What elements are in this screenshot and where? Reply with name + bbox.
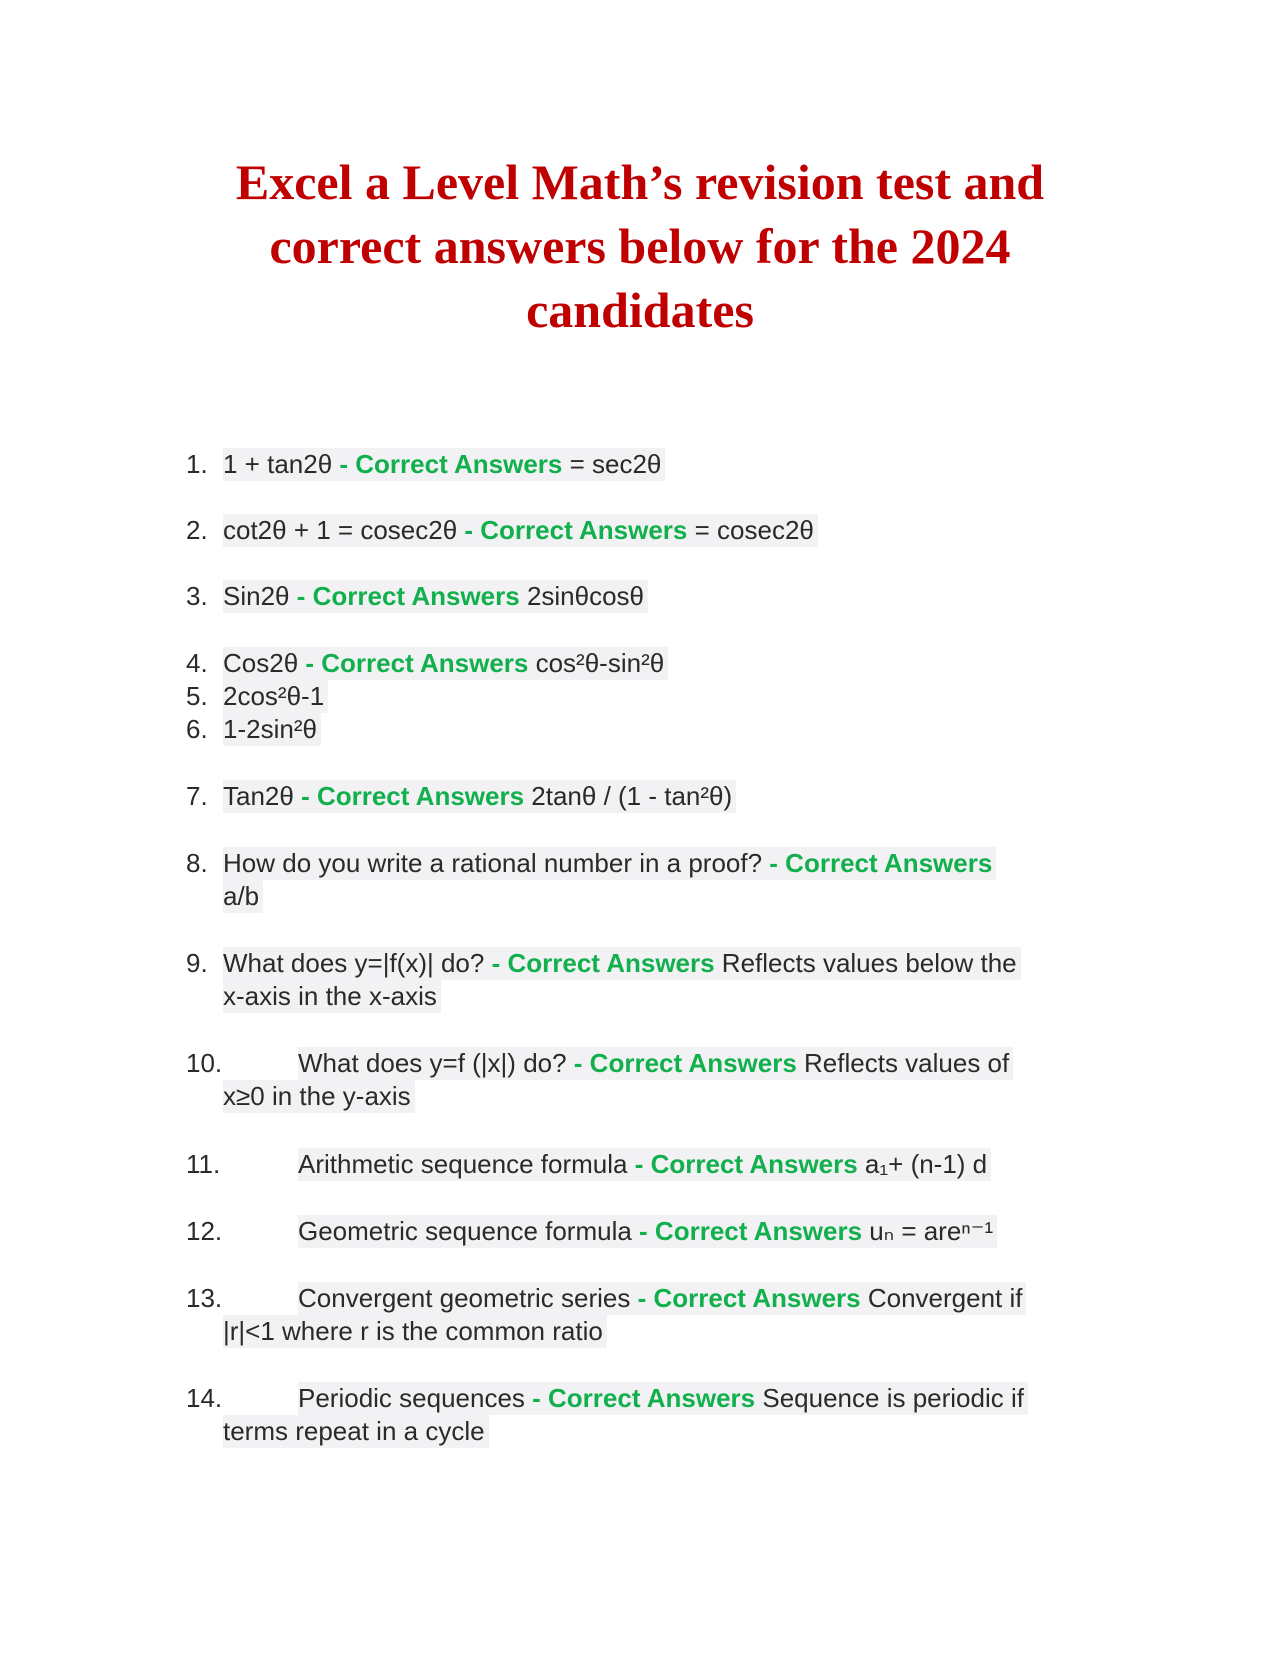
item-line-1 [223,847,996,880]
correct-answers-label: - Correct Answers [293,781,525,811]
item-number: 7. [186,781,208,811]
item-number: 12. [186,1216,223,1246]
answer-text-continued: |r|<1 where r is the common ratio [223,1316,603,1346]
item-line-1 [298,1047,1013,1080]
answer-text: Convergent if [860,1283,1023,1313]
correct-answers-label: - Correct Answers [627,1149,858,1179]
question-text: Geometric sequence formula [298,1216,632,1246]
item-line-1 [223,713,321,746]
question-text: Sin2θ [223,581,290,611]
answer-text: 2sinθcosθ [519,581,645,611]
correct-answers-label: - Correct Answers [631,1216,863,1246]
item-line-1 [223,680,328,713]
title-line-3: candidates [526,282,754,338]
item-number: 13. [186,1283,223,1313]
item-number: 5. [186,681,208,711]
item-number: 3. [186,581,208,611]
item-line-1 [223,514,818,547]
item-line-1 [298,1382,1028,1415]
item-line-1 [223,947,1021,980]
answer-text: cos²θ-sin²θ [528,648,665,678]
item-text: 2cos²θ-1 [223,681,325,711]
document-title [160,150,1120,342]
question-text: Tan2θ [223,781,294,811]
item-line-1 [223,647,668,680]
correct-answers-label: - Correct Answers [566,1048,797,1078]
item-number: 8. [186,848,208,878]
item-number: 14. [186,1383,223,1413]
answer-text: Sequence is periodic if [755,1383,1024,1413]
item-number: 2. [186,515,208,545]
answer-text: Reflects values below the [714,948,1017,978]
item-number: 4. [186,648,208,678]
answer-text: a/b [223,881,260,911]
item-line-1 [298,1215,997,1248]
item-number: 1. [186,449,208,479]
item-number: 6. [186,714,208,744]
item-line-2 [223,1080,415,1113]
item-line-1 [223,780,736,813]
item-line-1 [298,1282,1026,1315]
correct-answers-label: - Correct Answers [457,515,688,545]
correct-answers-label: - Correct Answers [332,449,563,479]
correct-answers-label: - Correct Answers [524,1383,756,1413]
item-line-2 [223,880,263,913]
correct-answers-label: - Correct Answers [762,848,993,878]
answer-text-continued: terms repeat in a cycle [223,1416,485,1446]
question-text: Periodic sequences [298,1383,525,1413]
question-text: Cos2θ [223,648,299,678]
title-line-1: Excel a Level Math’s revision test and [235,154,1045,210]
item-line-1 [223,580,648,613]
item-line-2 [223,980,441,1013]
question-text: Convergent geometric series [298,1283,631,1313]
item-line-1 [298,1148,991,1181]
correct-answers-label: - Correct Answers [484,948,715,978]
question-text: What does y=f (|x|) do? [298,1048,567,1078]
correct-answers-label: - Correct Answers [630,1283,861,1313]
question-text: How do you write a rational number in a proof? [223,848,763,878]
item-number: 10. [186,1048,223,1078]
item-text: 1-2sin²θ [223,714,317,744]
item-line-2 [223,1315,607,1348]
item-line-2 [223,1415,489,1448]
title-line-2: correct answers below for the 2024 [269,218,1011,274]
answer-text: = cosec2θ [687,515,814,545]
answer-text: 2tanθ / (1 - tan²θ) [524,781,733,811]
item-number: 11. [186,1149,221,1179]
question-text: What does y=|f(x)| do? [223,948,485,978]
answer-text-continued: x-axis in the x-axis [223,981,437,1011]
answer-text: Reflects values of [796,1048,1010,1078]
item-number: 9. [186,948,208,978]
correct-answers-label: - Correct Answers [298,648,529,678]
answer-text-continued: x≥0 in the y-axis [223,1081,411,1111]
correct-answers-label: - Correct Answers [289,581,520,611]
answer-text: a₁+ (n-1) d [857,1149,988,1179]
answer-text: = sec2θ [562,449,662,479]
question-text: 1 + tan2θ [223,449,333,479]
question-text: Arithmetic sequence formula [298,1149,628,1179]
question-text: cot2θ + 1 = cosec2θ [223,515,458,545]
answer-text: uₙ = areⁿ⁻¹ [862,1216,994,1246]
item-line-1 [223,448,665,481]
